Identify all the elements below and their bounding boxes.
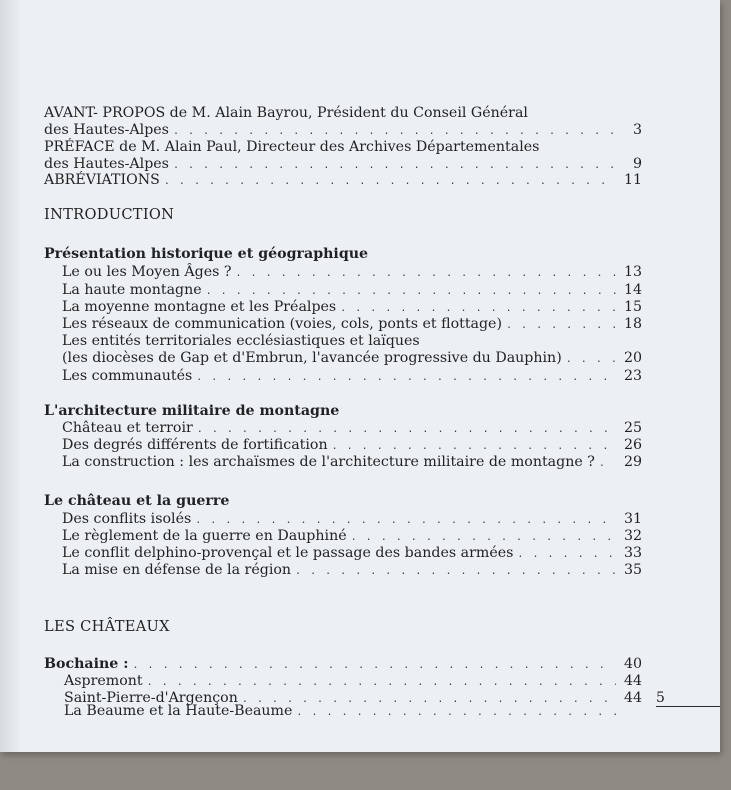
- toc-entry-page: 32: [623, 528, 642, 544]
- dot-leader: [295, 563, 616, 580]
- toc-entry-page: 15: [623, 299, 642, 315]
- dot-leader: [566, 351, 616, 368]
- toc-entry-page: 26: [623, 437, 642, 453]
- dot-leader: [517, 546, 616, 563]
- section-title-chateaux: LES CHÂTEAUX: [44, 618, 170, 635]
- toc-entry-label: Des conflits isolés: [62, 511, 192, 527]
- toc-entry-label: Saint-Pierre-d'Argençon: [64, 690, 238, 706]
- group-heading: Le château et la guerre: [44, 493, 230, 509]
- toc-entry-page: 33: [623, 545, 642, 561]
- preface-title: PRÉFACE de M. Alain Paul, Directeur des Archives Départementales: [44, 139, 540, 155]
- toc-entry[interactable]: [62, 511, 642, 529]
- toc-entry-label: ABRÉVIATIONS: [44, 172, 160, 188]
- toc-entry-avant-propos[interactable]: [44, 122, 642, 140]
- toc-entry-page: 31: [623, 511, 642, 527]
- toc-entry[interactable]: [62, 437, 642, 455]
- toc-entry-label: Les entités territoriales ecclésiastiques et laïques: [62, 333, 420, 349]
- toc-entry[interactable]: [62, 528, 642, 546]
- dot-leader: [340, 300, 616, 317]
- toc-entry-page: 40: [623, 656, 642, 672]
- toc-entry[interactable]: [62, 350, 642, 368]
- dot-leader: [206, 283, 616, 300]
- toc-entry-label: des Hautes-Alpes: [44, 122, 169, 138]
- toc-entry-label: Les communautés: [62, 368, 193, 384]
- toc-entry-label: La moyenne montagne et les Préalpes: [62, 299, 337, 315]
- toc-entry[interactable]: [62, 316, 642, 334]
- dot-leader: [506, 317, 616, 334]
- page-number: 5: [656, 690, 665, 706]
- dot-leader: [296, 704, 616, 721]
- section-title-introduction: INTRODUCTION: [44, 206, 175, 223]
- toc-entry-label: Le règlement de la guerre en Dauphiné: [62, 528, 347, 544]
- region-heading: Bochaine :: [44, 656, 129, 672]
- avant-propos-title: AVANT- PROPOS de M. Alain Bayrou, Président du Conseil Général: [44, 105, 528, 121]
- toc-entry-label: La Beaume et la Haute-Beaume: [64, 703, 293, 719]
- toc-entry-label: Le conflit delphino-provençal et le passage des bandes armées: [62, 545, 514, 561]
- toc-entry-label: La haute montagne: [62, 282, 202, 298]
- toc-entry-label: Des degrés différents de fortification: [62, 437, 328, 453]
- toc-entry-abbreviations[interactable]: [44, 172, 642, 190]
- toc-entry-label: La mise en défense de la région: [62, 562, 292, 578]
- toc-entry-page: 20: [623, 350, 642, 366]
- toc-entry-page: 18: [623, 316, 642, 332]
- dot-leader: [196, 369, 616, 386]
- toc-entry-label: Les réseaux de communication (voies, cols, ponts et flottage): [62, 316, 502, 332]
- toc-entry[interactable]: [64, 703, 642, 721]
- toc-entry-region[interactable]: [44, 656, 642, 674]
- group-heading: Présentation historique et géographique: [44, 246, 369, 262]
- toc-entry-label: Le ou les Moyen Âges ?: [62, 264, 232, 280]
- dot-leader: [351, 529, 616, 546]
- toc-entry[interactable]: [62, 368, 642, 386]
- dot-leader: [197, 421, 616, 438]
- dot-leader: [164, 173, 616, 190]
- toc-entry[interactable]: [62, 562, 642, 580]
- toc-entry-page: 11: [623, 172, 642, 188]
- toc-entry[interactable]: [62, 282, 642, 300]
- toc-entry-page: 13: [623, 264, 642, 280]
- toc-entry-page: 14: [623, 282, 642, 298]
- dot-leader: [195, 512, 616, 529]
- toc-entry-page: 35: [623, 562, 642, 578]
- toc-entry-label: Aspremont: [64, 673, 143, 689]
- dot-leader: [173, 123, 616, 140]
- toc-entry[interactable]: [62, 545, 642, 563]
- group-heading: L'architecture militaire de montagne: [44, 403, 340, 419]
- toc-entry-page: 44: [623, 673, 642, 689]
- dot-leader: [332, 438, 616, 455]
- toc-entry-label: des Hautes-Alpes: [44, 156, 169, 172]
- toc-entry-page: 44: [623, 690, 642, 706]
- toc-entry[interactable]: [62, 299, 642, 317]
- toc-entry[interactable]: [62, 264, 642, 282]
- toc-entry-label: Château et terroir: [62, 420, 193, 436]
- toc-entry-page: 3: [632, 122, 642, 138]
- toc-entry[interactable]: [62, 454, 642, 472]
- toc-entry-page: 9: [632, 156, 642, 172]
- dot-leader: [133, 657, 616, 674]
- toc-entry-label: La construction : les archaïsmes de l'architecture militaire de montagne ?: [62, 454, 595, 470]
- dot-leader: [599, 455, 616, 472]
- folio-rule: [656, 706, 720, 707]
- toc-entry-page: 29: [623, 454, 642, 470]
- toc-entry[interactable]: [62, 420, 642, 438]
- dot-leader: [236, 265, 617, 282]
- toc-entry-page: 23: [623, 368, 642, 384]
- dot-leader: [147, 674, 616, 691]
- toc-entry[interactable]: [64, 673, 642, 691]
- toc-entry-label: (les diocèses de Gap et d'Embrun, l'avancée progressive du Dauphin): [62, 350, 562, 366]
- toc-entry-page: 25: [623, 420, 642, 436]
